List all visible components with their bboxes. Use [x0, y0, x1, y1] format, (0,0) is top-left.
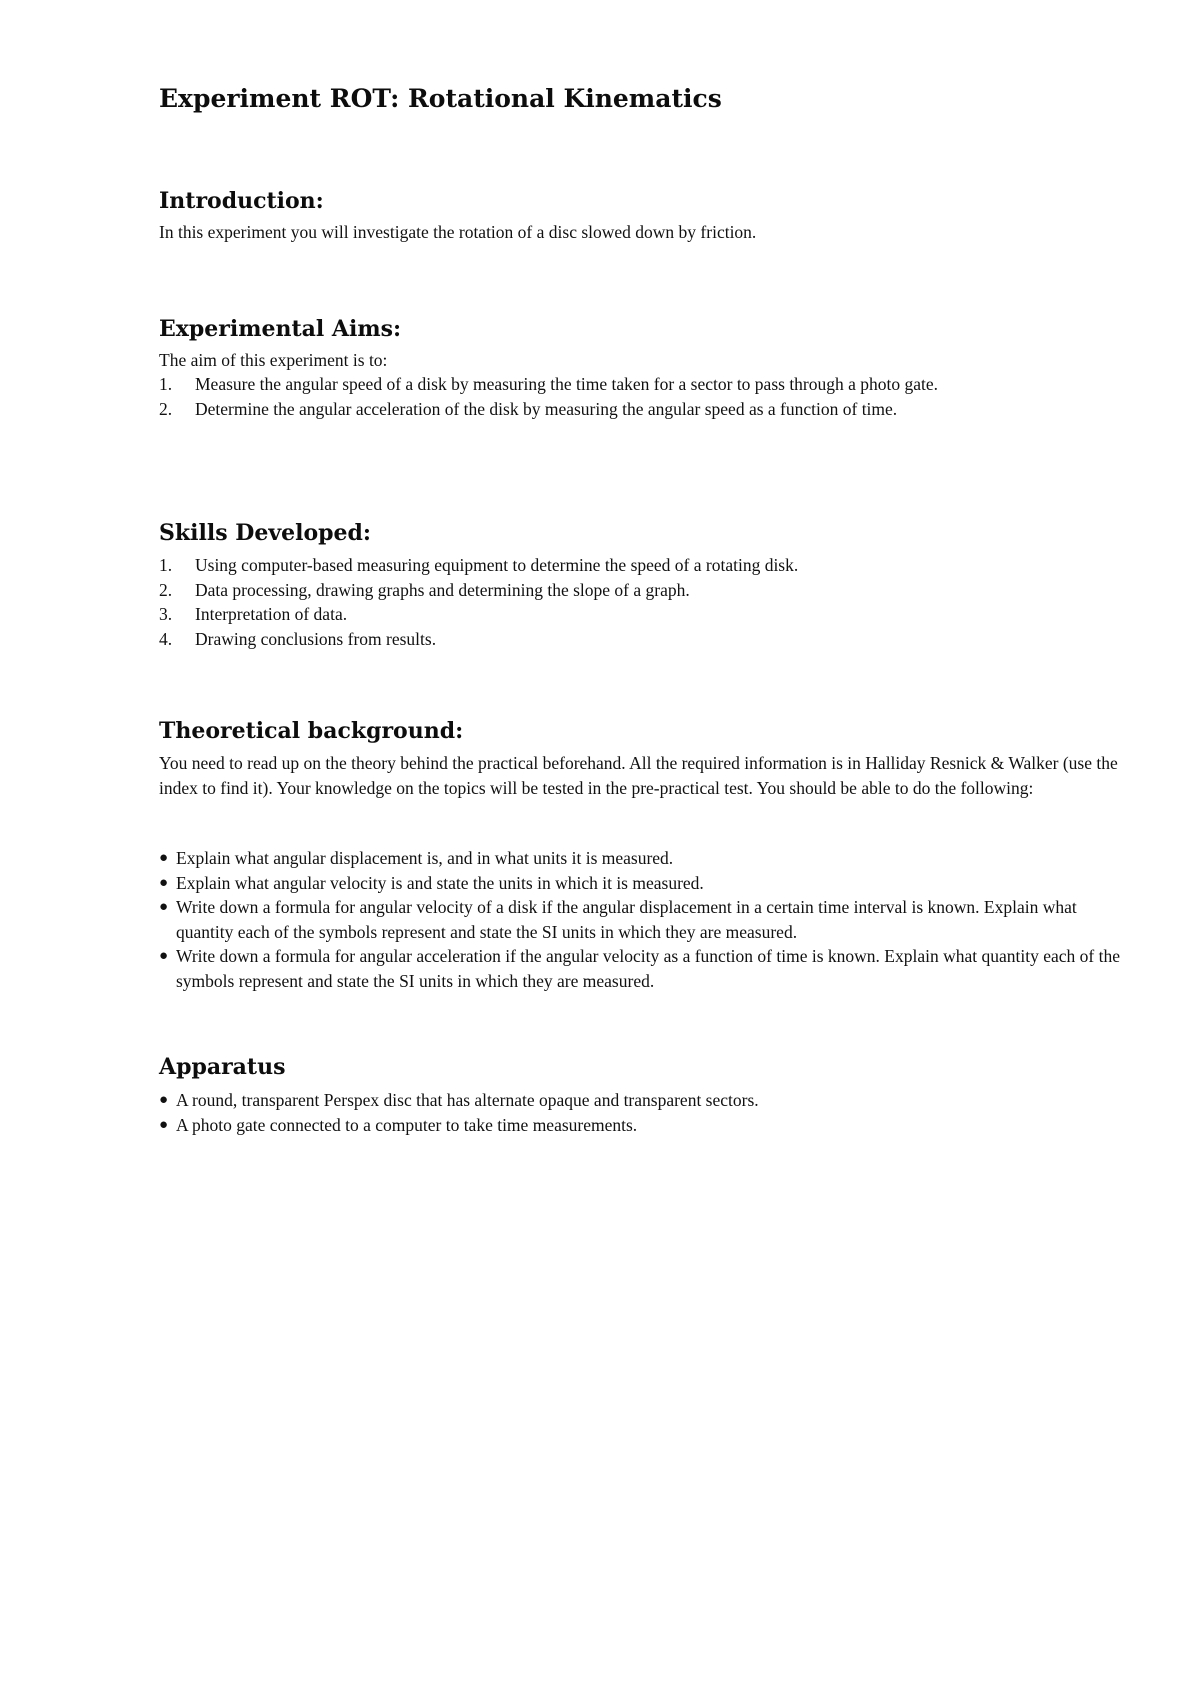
bullet-icon: ● [159, 1116, 169, 1133]
list-text: A round, transparent Perspex disc that has alternate opaque and transparent sectors. [176, 1090, 759, 1110]
bullet-icon: ● [159, 899, 169, 915]
apparatus-list [159, 1088, 1129, 1137]
list-item [159, 553, 1129, 578]
list-item [159, 578, 1129, 603]
list-text: Using computer-based measuring equipment to determine the speed of a rotating disk. [195, 555, 799, 575]
list-item [159, 1088, 1129, 1113]
aims-list [159, 372, 1129, 421]
list-item [159, 627, 1129, 652]
list-text: Write down a formula for angular acceleration if the angular velocity as a function of time is known. Explain what quantity each of the symbols represent and state the SI units in which they are measured. [176, 946, 1120, 991]
list-item [159, 895, 1129, 944]
list-text: Measure the angular speed of a disk by measuring the time taken for a sector to pass through a photo gate. [195, 374, 939, 394]
list-item [159, 397, 1129, 422]
list-text: Drawing conclusions from results. [195, 628, 437, 649]
list-text: Explain what angular displacement is, and in what units it is measured. [176, 848, 674, 868]
list-text: Write down a formula for angular velocity of a disk if the angular displacement in a certain time interval is known. Explain what quantity each of the symbols represent and state the SI units in which they are measured. [176, 897, 1077, 942]
list-text: A photo gate connected to a computer to take time measurements. [176, 1114, 638, 1135]
list-number: 2. [159, 398, 173, 419]
bullet-icon: ● [159, 948, 169, 964]
list-item [159, 944, 1129, 993]
list-item [159, 602, 1129, 627]
list-number: 3. [159, 604, 173, 624]
list-item [159, 846, 1129, 871]
bullet-icon: ● [159, 874, 169, 891]
list-item [159, 1113, 1129, 1138]
bullet-icon: ● [159, 850, 169, 866]
aims-heading: Experimental Aims: [159, 316, 402, 342]
apparatus-heading: Apparatus [159, 1054, 286, 1080]
list-item [159, 871, 1129, 896]
list-text: Explain what angular velocity is and state the units in which it is measured. [176, 872, 704, 893]
list-number: 1. [159, 555, 173, 575]
bullet-icon: ● [159, 1092, 169, 1108]
theory-list [159, 846, 1129, 993]
page-title: Experiment ROT: Rotational Kinematics [159, 84, 722, 113]
theory-text: You need to read up on the theory behind the practical beforehand. All the required information is in Halliday Resnick & Walker (use the index to find it). Your knowledge on the topics will be tested in the pre-practical test. You should be able to do the following: [159, 753, 1118, 798]
list-text: Determine the angular acceleration of the disk by measuring the angular speed as a function of time. [195, 398, 898, 419]
theory-heading: Theoretical background: [159, 718, 464, 744]
introduction-text: In this experiment you will investigate the rotation of a disc slowed down by friction. [159, 222, 757, 242]
list-number: 1. [159, 374, 173, 394]
skills-heading: Skills Developed: [159, 520, 372, 546]
list-text: Data processing, drawing graphs and determining the slope of a graph. [195, 579, 690, 600]
introduction-heading: Introduction: [159, 188, 324, 214]
list-number: 4. [159, 628, 173, 649]
list-text: Interpretation of data. [195, 604, 348, 624]
skills-list [159, 553, 1129, 651]
aims-lead: The aim of this experiment is to: [159, 350, 388, 370]
list-item [159, 372, 1129, 397]
list-number: 2. [159, 579, 173, 600]
